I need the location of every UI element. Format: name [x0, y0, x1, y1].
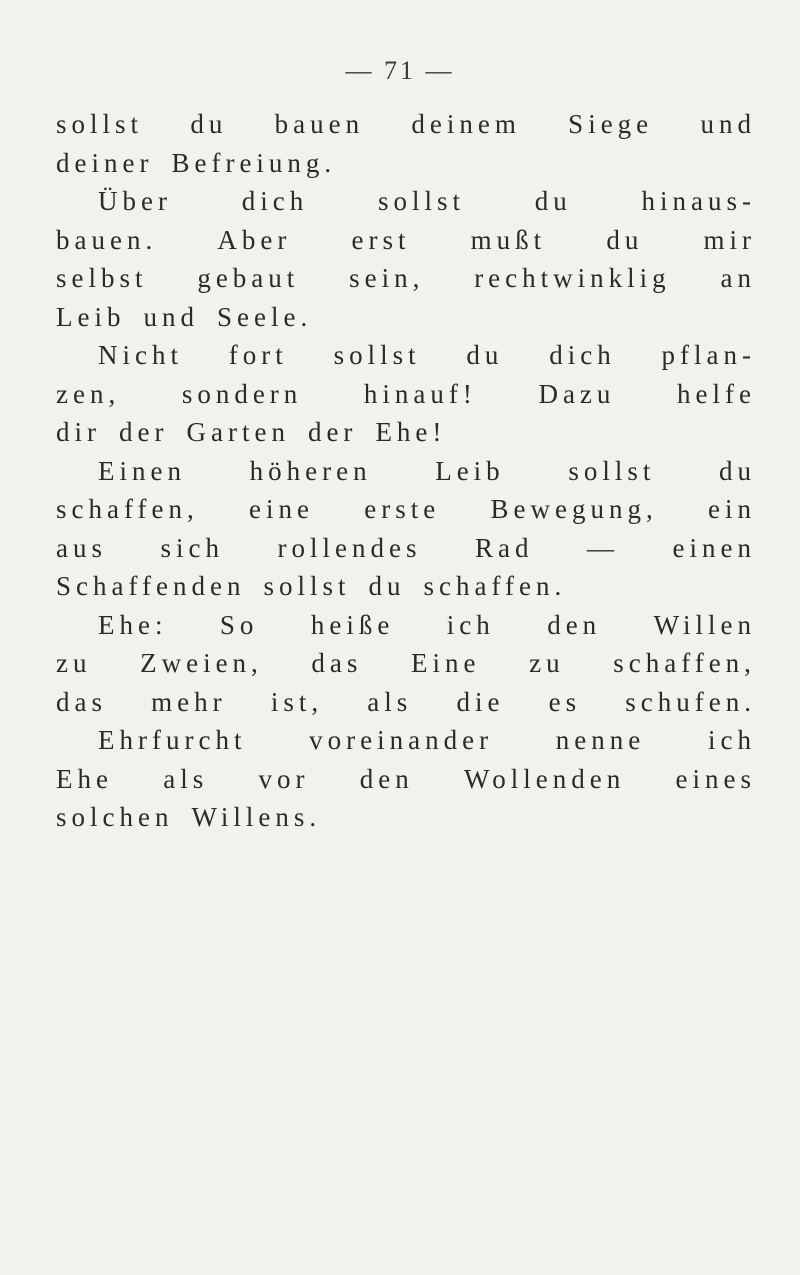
- word: mußt: [470, 224, 547, 255]
- word: Wollenden: [463, 763, 626, 794]
- text-line: [56, 683, 756, 722]
- word: bauen.: [56, 224, 158, 255]
- word: sollst: [263, 571, 351, 601]
- word: du: [466, 340, 504, 370]
- word: rollendes: [277, 532, 422, 563]
- word: der: [119, 417, 169, 447]
- word: Ehe: [56, 763, 113, 794]
- word: Befreiung.: [171, 147, 337, 178]
- word: eine: [248, 494, 314, 524]
- word: ist,: [270, 686, 324, 717]
- word: nenne: [555, 725, 646, 755]
- word: solchen: [56, 802, 174, 832]
- word: schufen.: [625, 686, 756, 717]
- word: als: [163, 763, 209, 794]
- word: ich: [707, 725, 756, 755]
- word: erste: [364, 494, 441, 524]
- word: Ehrfurcht: [98, 725, 247, 755]
- page-number: — 71 —: [345, 56, 455, 85]
- word: schaffen,: [56, 494, 199, 524]
- word: selbst: [56, 263, 148, 293]
- word: du: [534, 186, 572, 216]
- word: Zweien,: [140, 648, 263, 678]
- text-line: [56, 760, 756, 799]
- word: es: [548, 686, 582, 717]
- text-line: [56, 336, 756, 375]
- text-line: [56, 413, 756, 452]
- word: sollst: [56, 109, 144, 139]
- word: deinem: [411, 109, 521, 139]
- word: ich: [446, 609, 495, 640]
- word: Ehe!: [375, 417, 447, 447]
- word: Bewegung,: [490, 494, 658, 524]
- word: ein: [707, 494, 756, 524]
- text-line: [56, 144, 756, 183]
- word: erst: [351, 224, 411, 255]
- word: du: [606, 224, 644, 255]
- text-line: [56, 567, 756, 606]
- text-line: [56, 798, 756, 837]
- word: das: [311, 648, 363, 678]
- word: rechtwinklig: [474, 263, 671, 293]
- word: Schaffenden: [56, 571, 246, 601]
- word: hinaus-: [641, 186, 756, 216]
- word: aus: [56, 532, 107, 563]
- word: Siege: [568, 109, 654, 139]
- word: So: [219, 609, 259, 640]
- word: Ehe:: [98, 609, 168, 640]
- word: höheren: [249, 455, 372, 486]
- text-line: [56, 721, 756, 760]
- word: zu: [529, 648, 565, 678]
- word: zen,: [56, 378, 121, 409]
- word: dich: [549, 340, 616, 370]
- word: Leib: [56, 301, 126, 332]
- word: der: [307, 417, 358, 447]
- word: Rad: [474, 532, 534, 563]
- word: und: [143, 301, 199, 332]
- word: du: [190, 109, 228, 139]
- word: sondern: [181, 378, 303, 409]
- text-line: [56, 298, 756, 337]
- word: du: [718, 455, 756, 486]
- word: helfe: [677, 378, 756, 409]
- word: bauen: [274, 109, 365, 139]
- text-line: [56, 606, 756, 645]
- word: voreinander: [309, 725, 494, 755]
- text-line: [56, 221, 756, 260]
- word: Willens.: [191, 802, 322, 832]
- word: hinauf!: [363, 378, 477, 409]
- word: sollst: [333, 340, 421, 370]
- word: zu: [56, 648, 92, 678]
- word: Aber: [217, 224, 292, 255]
- word: sollst: [377, 186, 466, 216]
- word: den: [547, 609, 602, 640]
- word: gebaut: [197, 263, 300, 293]
- word: dich: [241, 186, 309, 216]
- word: mir: [703, 224, 756, 255]
- word: den: [359, 763, 414, 794]
- word: als: [367, 686, 413, 717]
- word: Einen: [98, 455, 186, 486]
- word: einen: [672, 532, 756, 563]
- word: Garten: [186, 417, 290, 447]
- word: schaffen,: [613, 648, 756, 678]
- word: sein,: [349, 263, 425, 293]
- word: Willen: [653, 609, 756, 640]
- word: —: [586, 532, 619, 563]
- word: sollst: [568, 455, 656, 486]
- text-line: [56, 182, 756, 221]
- word: Eine: [411, 648, 481, 678]
- word: deiner: [56, 147, 154, 178]
- word: Dazu: [538, 378, 616, 409]
- word: und: [700, 109, 756, 139]
- word: fort: [228, 340, 288, 370]
- word: die: [456, 686, 505, 717]
- text-line: [56, 529, 756, 568]
- text-line: [56, 105, 756, 144]
- word: eines: [675, 763, 756, 794]
- word: pflan-: [661, 340, 756, 370]
- text-line: [56, 644, 756, 683]
- word: du: [368, 571, 406, 601]
- word: das: [56, 686, 107, 717]
- word: mehr: [151, 686, 227, 717]
- word: sich: [160, 532, 224, 563]
- text-line: [56, 259, 756, 298]
- word: Nicht: [98, 340, 183, 370]
- word: Leib: [435, 455, 505, 486]
- body-text: [56, 105, 756, 837]
- word: Seele.: [216, 301, 313, 332]
- word: an: [720, 263, 756, 293]
- text-line: [56, 452, 756, 491]
- word: vor: [258, 763, 310, 794]
- word: dir: [56, 417, 101, 447]
- word: schaffen.: [423, 571, 567, 601]
- word: heiße: [310, 609, 395, 640]
- text-line: [56, 375, 756, 414]
- text-line: [56, 490, 756, 529]
- word: Über: [98, 186, 172, 216]
